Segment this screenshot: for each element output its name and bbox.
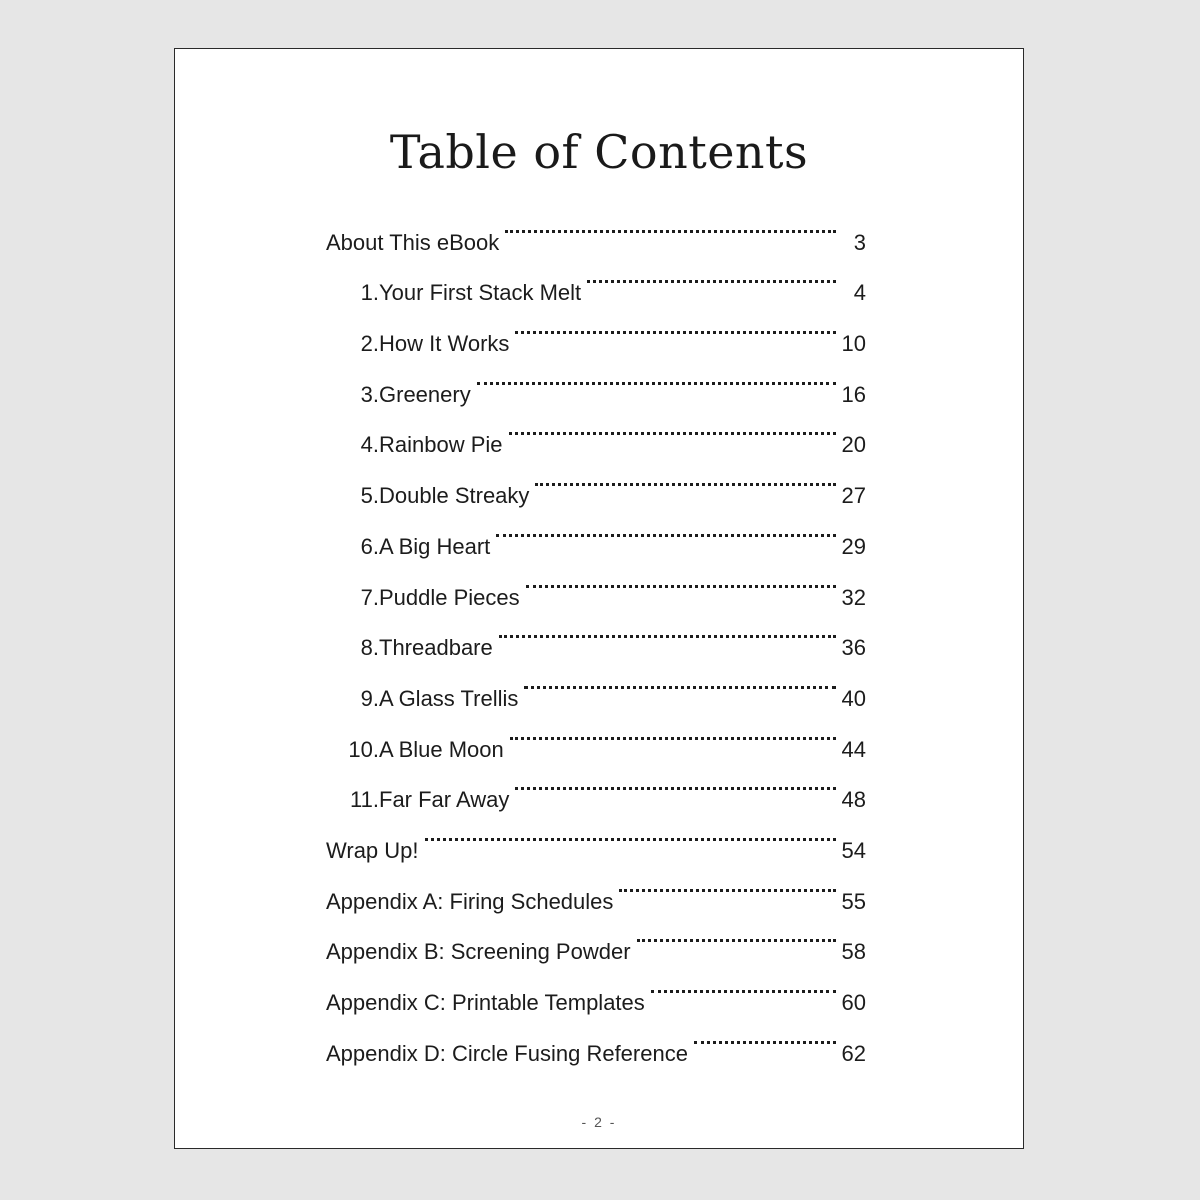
toc-entry-title: Appendix C: Printable Templates [326,990,645,1015]
toc-entry-page: 29 [841,533,866,559]
toc-entry-page: 10 [841,331,866,357]
toc-entry-title: A Big Heart [379,533,491,559]
toc-entry-number-cell [326,674,379,725]
dot-leader [505,199,836,250]
toc-entry-number: 10. [348,736,379,762]
toc-entry-page: 40 [841,685,866,711]
toc-entry-number-cell [326,522,379,573]
toc-entry-page: 58 [841,939,866,965]
dot-leader [477,351,836,402]
toc-entry-number: 5. [360,483,379,509]
toc-entry-title: Greenery [379,381,471,407]
toc-entry-title: A Blue Moon [379,736,504,762]
toc-entry-title: Appendix B: Screening Powder [326,939,631,965]
toc-entry-title: Threadbare [379,635,493,661]
toc-entry-number: 9. [360,685,379,711]
dot-leader [524,655,836,706]
toc-entry-title: About This eBook [326,229,500,255]
toc-entry-page: 44 [841,736,866,762]
toc-entry-number: 6. [360,533,379,559]
dot-leader [619,858,836,909]
toc-entry-page: 4 [853,280,866,306]
dot-leader [496,503,836,554]
dot-leader [651,959,836,1010]
toc-entry-number: 7. [360,584,379,610]
dot-leader [425,807,836,858]
dot-leader [526,554,836,605]
toc-entry-number: 8. [360,635,379,661]
toc-entry-page: 54 [841,837,866,863]
dot-leader [515,757,836,808]
toc-entry-title: Wrap Up! [326,837,419,863]
toc-entry-number-cell [326,420,379,471]
page-number-footer: - 2 - [581,1114,617,1130]
dot-leader [587,250,836,301]
toc-entry-page: 20 [841,432,866,458]
page-title: Table of Contents [389,125,809,179]
dot-leader [535,452,836,503]
toc-entry-number: 2. [360,331,379,357]
toc-entry-number-cell [326,775,379,826]
table-of-contents [326,199,866,1066]
toc-entry-title: Double Streaky [379,483,530,509]
toc-entry-number-cell [326,573,379,624]
toc-entry-number-cell [326,725,379,776]
toc-entry-title: Your First Stack Melt [379,280,582,306]
dot-leader [694,1010,836,1061]
toc-entry-number-cell [326,623,379,674]
dot-leader [509,402,836,453]
toc-entry-title: How It Works [379,331,510,357]
toc-entry-about[interactable] [326,199,866,255]
toc-entry-page: 55 [841,888,866,914]
toc-entry-page: 3 [853,229,866,255]
dot-leader [637,909,836,960]
document-page [174,48,1024,1149]
toc-entry-page: 16 [841,381,866,407]
toc-entry-number: 3. [360,381,379,407]
toc-entry-page: 48 [841,787,866,813]
toc-entry-title: Appendix A: Firing Schedules [326,888,614,914]
toc-entry-number: 11. [350,787,379,813]
toc-entry-title: Rainbow Pie [379,432,503,458]
dot-leader [510,706,836,757]
toc-entry-page: 27 [841,483,866,509]
toc-entry-number-cell [326,471,379,522]
toc-entry-title: Puddle Pieces [379,584,520,610]
toc-entry-page: 62 [841,1040,866,1066]
toc-entry-number-cell [326,370,379,421]
toc-entry-number: 1. [360,280,379,306]
toc-entry-title: Appendix D: Circle Fusing Reference [326,1040,688,1066]
toc-entry-number: 4. [360,432,379,458]
dot-leader [499,605,836,656]
toc-entry-title: A Glass Trellis [379,685,519,711]
toc-entry-number-cell [326,319,379,370]
toc-entry-page: 60 [841,990,866,1015]
dot-leader [515,300,836,351]
toc-entry-page: 36 [841,635,866,661]
toc-entry-page: 32 [841,584,866,610]
toc-entry-number-cell [326,268,379,319]
toc-entry-title: Far Far Away [379,787,510,813]
